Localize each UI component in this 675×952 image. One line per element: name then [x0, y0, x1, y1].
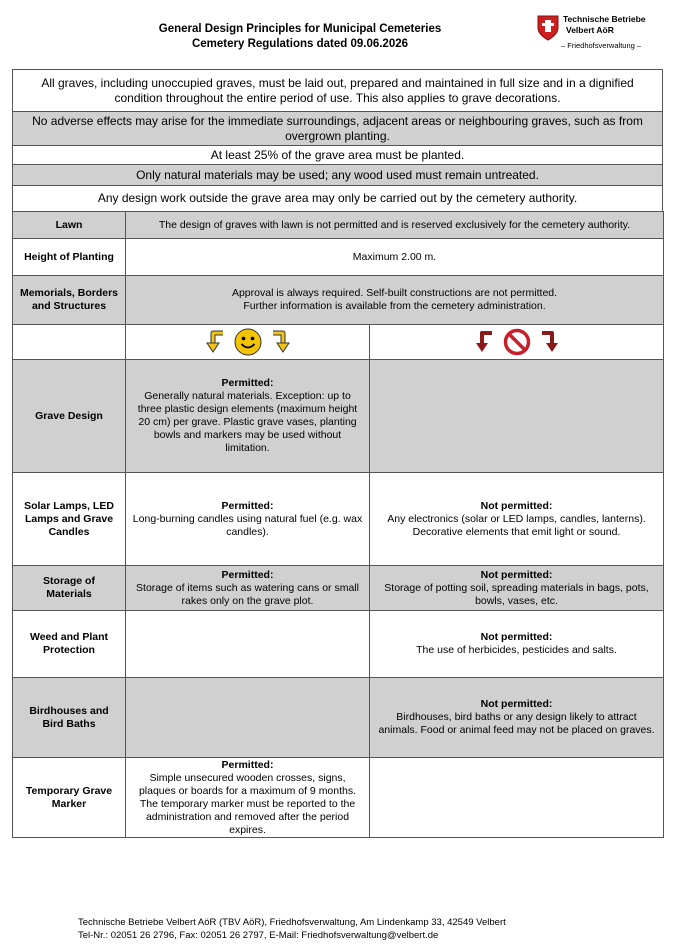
logo-line-1: Technische Betriebe: [563, 14, 646, 24]
regulations-table: [12, 211, 664, 838]
icons-empty-cell: [13, 325, 126, 360]
arrow-right-icon: [537, 330, 559, 354]
storage-prohibited: [370, 566, 664, 611]
permitted-text: Long-burning candles using natural fuel (e.g. wax candles).: [132, 512, 363, 538]
grave-design-prohibited: [370, 360, 664, 473]
birds-label: Birdhouses and Bird Baths: [13, 678, 126, 758]
row-grave-design: [13, 360, 664, 473]
title-line-2: Cemetery Regulations dated 09.06.2026: [191, 38, 409, 50]
temporary-prohibited: [370, 758, 664, 838]
memorials-label: Memorials, Borders and Structures: [13, 276, 126, 325]
row-temporary: [13, 758, 664, 838]
rule-1: All graves, including unoccupied graves, must be laid out, prepared and maintained in full size and in a dignified condition throughout the entire period of use. This also applies to grave decorations.: [13, 70, 662, 112]
rule-2: No adverse effects may arise for the immediate surroundings, adjacent areas or neighbouring graves, such as from overgrown planting.: [13, 112, 662, 146]
smiley-icon: [234, 328, 262, 356]
arrow-left-icon: [475, 330, 497, 354]
row-memorials: [13, 276, 664, 325]
tbv-logo: [537, 14, 662, 56]
storage-label: Storage of Materials: [13, 566, 126, 611]
permitted-text: Simple unsecured wooden crosses, signs, plaques or boards for a maximum of 9 months. The temporary marker must be reported to the administration and removed after the period expires.: [138, 771, 357, 836]
row-lawn: [13, 212, 664, 239]
logo-line-2: Velbert AöR: [566, 25, 614, 35]
storage-permitted: [126, 566, 370, 611]
memorials-text: [126, 276, 664, 325]
prohibited-title: Not permitted:: [480, 568, 553, 581]
prohibited-text: Birdhouses, bird baths or any design likely to attract animals. Food or animal feed may not be placed on graves.: [378, 711, 655, 736]
solar-label: Solar Lamps, LED Lamps and Grave Candles: [13, 473, 126, 566]
permitted-text: Generally natural materials. Exception: up to three plastic design elements (maximum height 20 cm) per grave. Plastic grave vases, planting bowls and markers may be used without limitation.: [137, 390, 358, 454]
footer-contact: Tel-Nr.: 02051 26 2796, Fax: 02051 26 2797, E-Mail: Friedhofsverwaltung@velbert.de: [78, 930, 439, 941]
birds-permitted: [126, 678, 370, 758]
height-text: Maximum 2.00 m.: [126, 239, 664, 276]
prohibited-text: Storage of potting soil, spreading materials in bags, pots, bowls, vases, etc.: [384, 581, 649, 607]
arrow-left-icon: [206, 330, 228, 354]
solar-prohibited: [370, 473, 664, 566]
weed-permitted: [126, 611, 370, 678]
prohibited-title: Not permitted:: [480, 631, 553, 643]
row-birds: [13, 678, 664, 758]
memorials-line-1: Approval is always required. Self-built constructions are not permitted.: [231, 287, 558, 299]
arrow-right-icon: [268, 330, 290, 354]
row-storage: [13, 566, 664, 611]
permitted-text: Storage of items such as watering cans or small rakes only on the grave plot.: [136, 581, 359, 607]
grave-design-permitted: [126, 360, 370, 473]
memorials-line-2: Further information is available from the cemetery administration.: [243, 300, 546, 312]
title-line-1: General Design Principles for Municipal Cemeteries: [158, 23, 442, 35]
footer: [78, 916, 506, 942]
prohibited-icons: [370, 325, 664, 360]
rule-4: Only natural materials may be used; any wood used must remain untreated.: [13, 165, 662, 186]
permitted-title: Permitted:: [221, 499, 274, 512]
document-title: [100, 22, 500, 52]
permitted-title: Permitted:: [221, 758, 274, 771]
rule-3: At least 25% of the grave area must be planted.: [13, 146, 662, 165]
permitted-title: Permitted:: [221, 377, 274, 389]
permitted-icons: [126, 325, 370, 360]
lawn-label: Lawn: [13, 212, 126, 239]
height-label: Height of Planting: [13, 239, 126, 276]
row-height: [13, 239, 664, 276]
weed-label: Weed and Plant Protection: [13, 611, 126, 678]
prohibited-title: Not permitted:: [480, 499, 553, 512]
birds-prohibited: [370, 678, 664, 758]
prohibited-text: The use of herbicides, pesticides and salts.: [416, 644, 617, 656]
weed-prohibited: [370, 611, 664, 678]
prohibited-title: Not permitted:: [480, 698, 553, 710]
row-icons: [13, 325, 664, 360]
row-solar: [13, 473, 664, 566]
permitted-title: Permitted:: [221, 568, 274, 581]
grave-design-label: Grave Design: [13, 360, 126, 473]
general-rules: [12, 69, 663, 212]
prohibited-text: Any electronics (solar or LED lamps, candles, lanterns). Decorative elements that emit light or sound.: [387, 512, 646, 538]
logo-line-3: – Friedhofsverwaltung –: [561, 41, 642, 50]
row-weed: [13, 611, 664, 678]
temporary-label: Temporary Grave Marker: [13, 758, 126, 838]
temporary-permitted: [126, 758, 370, 838]
prohibited-icon: [503, 328, 531, 356]
footer-address: Technische Betriebe Velbert AöR (TBV AöR), Friedhofsverwaltung, Am Lindenkamp 33, 42549 Velbert: [78, 917, 506, 928]
rule-5: Any design work outside the grave area may only be carried out by the cemetery authority.: [13, 186, 662, 212]
lawn-text: The design of graves with lawn is not permitted and is reserved exclusively for the cemetery authority.: [126, 212, 664, 239]
coat-of-arms-icon: [537, 15, 559, 41]
solar-permitted: [126, 473, 370, 566]
